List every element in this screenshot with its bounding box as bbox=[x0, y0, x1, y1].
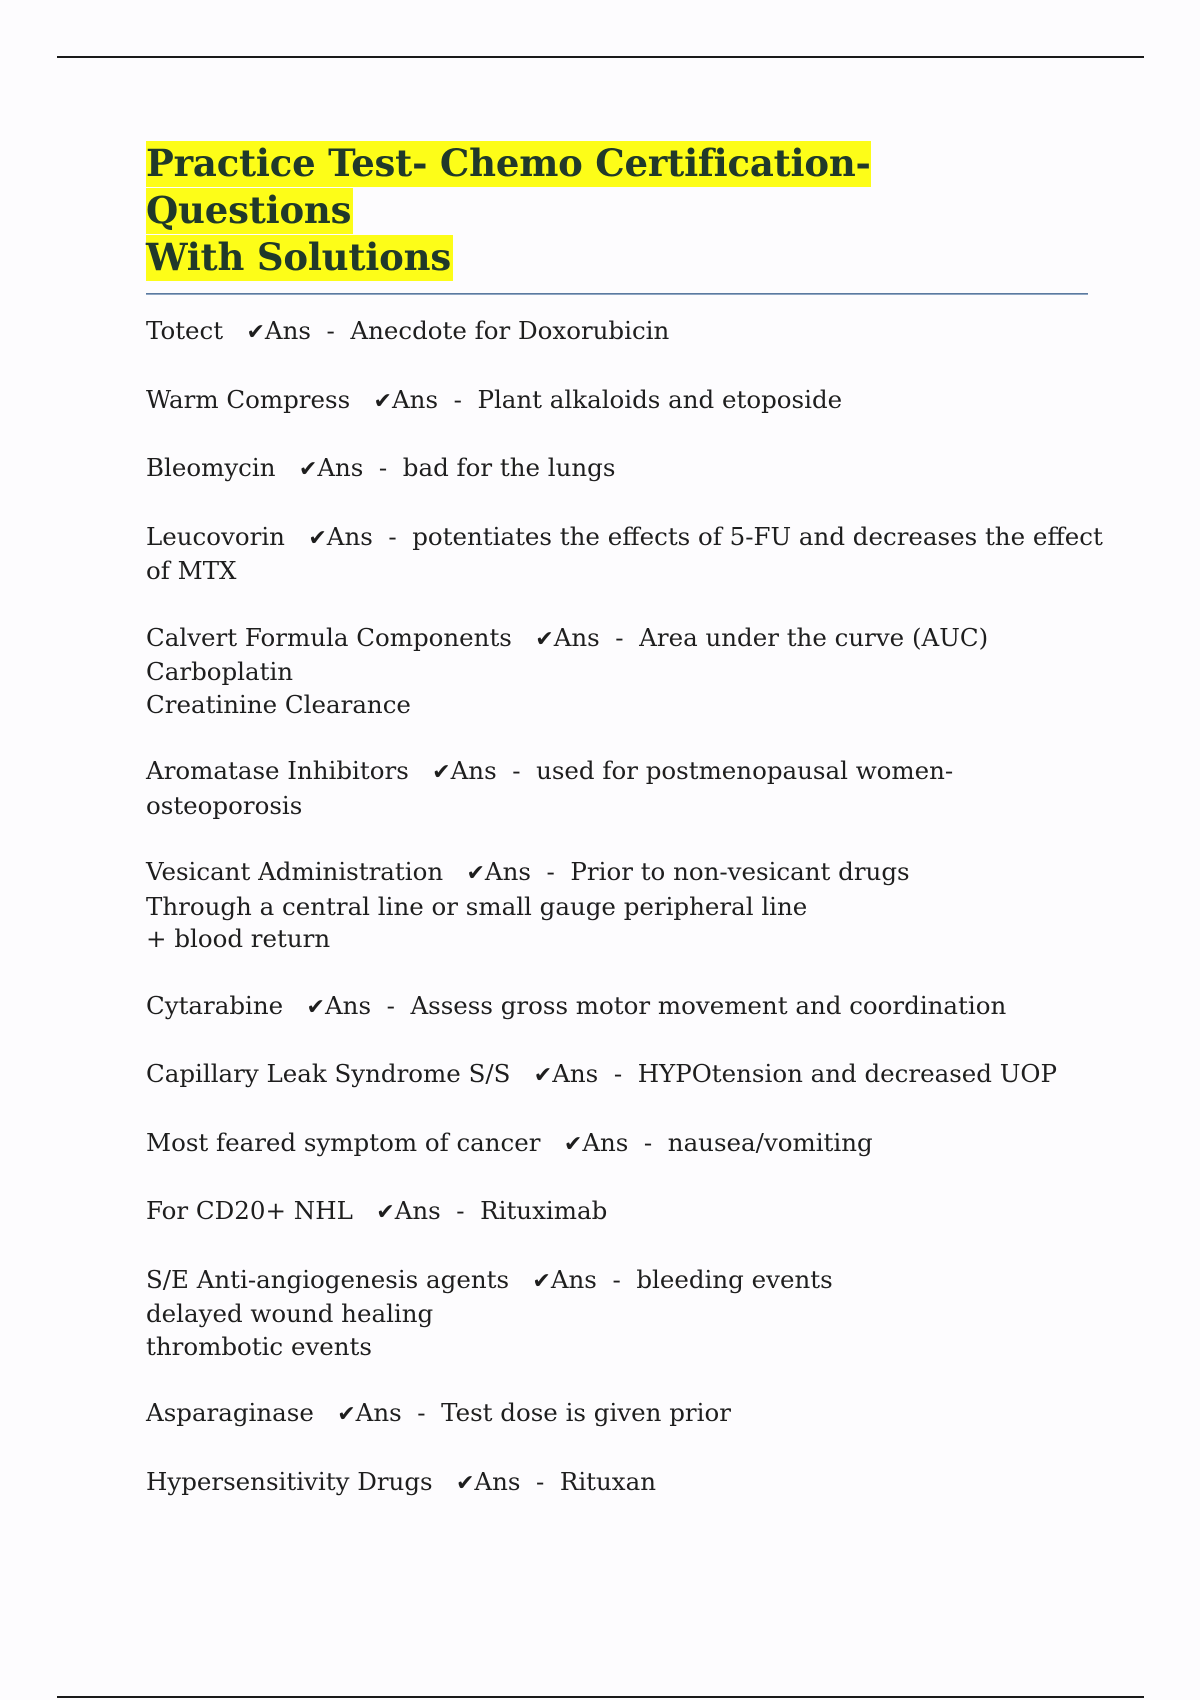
qa-term: Hypersensitivity Drugs bbox=[146, 1466, 433, 1496]
qa-first-line: Hypersensitivity Drugs ✔Ans - Rituxan bbox=[146, 1466, 657, 1496]
checkmark-icon: ✔ bbox=[466, 861, 485, 886]
qa-answer-continued: Creatinine Clearance bbox=[146, 689, 411, 719]
qa-first-line: Vesicant Administration ✔Ans - Prior to non-vesicant drugs bbox=[146, 857, 910, 886]
page-bottom-rule bbox=[57, 1696, 1144, 1698]
ans-label: Ans bbox=[484, 857, 531, 886]
qa-first-line: Cytarabine ✔Ans - Assess gross motor movement and coordination bbox=[146, 990, 1007, 1020]
qa-answer: Test dose is given prior bbox=[441, 1398, 731, 1427]
qa-term: Capillary Leak Syndrome S/S bbox=[146, 1059, 511, 1088]
ans-label: Ans bbox=[582, 1127, 629, 1157]
qa-item bbox=[146, 1058, 1088, 1093]
qa-item bbox=[146, 1127, 1088, 1162]
qa-first-line: Calvert Formula Components ✔Ans - Area under the curve (AUC) bbox=[146, 622, 989, 652]
checkmark-icon: ✔ bbox=[533, 1063, 553, 1088]
qa-first-line: Aromatase Inhibitors ✔Ans - used for postmenopausal women- bbox=[146, 756, 954, 785]
qa-term: Calvert Formula Components bbox=[146, 622, 512, 652]
title-line-2: With Solutions bbox=[146, 235, 451, 279]
qa-first-line: Capillary Leak Syndrome S/S ✔Ans - HYPOtension and decreased UOP bbox=[146, 1059, 1057, 1088]
qa-first-line: Leucovorin ✔Ans - potentiates the effects of 5-FU and decreases the effect bbox=[146, 521, 1103, 551]
ans-label: Ans bbox=[391, 384, 439, 414]
checkmark-icon: ✔ bbox=[455, 1470, 475, 1496]
qa-answer: Assess gross motor movement and coordination bbox=[410, 990, 1007, 1020]
qa-term: Asparaginase bbox=[146, 1398, 314, 1427]
document-body bbox=[146, 140, 1103, 1534]
ans-label: Ans bbox=[317, 453, 364, 482]
qa-item bbox=[146, 1397, 1088, 1432]
checkmark-icon: ✔ bbox=[306, 994, 325, 1020]
qa-term: Leucovorin bbox=[146, 521, 285, 551]
qa-answer-continued: thrombotic events bbox=[146, 1331, 372, 1361]
ans-label: Ans bbox=[474, 1466, 521, 1496]
qa-item bbox=[146, 990, 1088, 1025]
qa-item bbox=[146, 755, 1088, 822]
qa-answer: nausea/vomiting bbox=[667, 1127, 873, 1157]
ans-label: Ans bbox=[550, 1264, 597, 1294]
qa-answer: Area under the curve (AUC) bbox=[639, 622, 989, 652]
qa-first-line: For CD20+ NHL ✔Ans - Rituximab bbox=[146, 1196, 608, 1225]
qa-answer-continued: Through a central line or small gauge peripheral line bbox=[146, 891, 808, 921]
checkmark-icon: ✔ bbox=[535, 626, 554, 652]
checkmark-icon: ✔ bbox=[308, 525, 327, 551]
qa-first-line: Bleomycin ✔Ans - bad for the lungs bbox=[146, 453, 616, 482]
qa-answer: bad for the lungs bbox=[402, 453, 616, 482]
checkmark-icon: ✔ bbox=[337, 1402, 356, 1427]
qa-answer: Rituximab bbox=[480, 1196, 608, 1225]
qa-item bbox=[146, 856, 1088, 956]
qa-answer: used for postmenopausal women- bbox=[536, 756, 954, 785]
ans-label: Ans bbox=[450, 756, 497, 785]
qa-term: Bleomycin bbox=[146, 453, 276, 482]
qa-term: Vesicant Administration bbox=[146, 857, 444, 886]
document-title bbox=[146, 140, 1088, 281]
checkmark-icon: ✔ bbox=[376, 1200, 395, 1225]
qa-item bbox=[146, 1264, 1088, 1364]
qa-item bbox=[146, 622, 1088, 722]
qa-first-line: Totect ✔Ans - Anecdote for Doxorubicin bbox=[146, 316, 670, 345]
qa-answer: Anecdote for Doxorubicin bbox=[350, 316, 670, 345]
qa-answer-continued: + blood return bbox=[146, 924, 331, 953]
checkmark-icon: ✔ bbox=[373, 388, 392, 414]
qa-answer: Rituxan bbox=[559, 1466, 657, 1496]
ans-label: Ans bbox=[264, 316, 311, 345]
qa-answer-continued: of MTX bbox=[146, 556, 237, 585]
qa-item bbox=[146, 1195, 1088, 1230]
checkmark-icon: ✔ bbox=[432, 760, 451, 785]
qa-answer-continued: Carboplatin bbox=[146, 657, 294, 686]
qa-first-line: S/E Anti-angiogenesis agents ✔Ans - bleeding events bbox=[146, 1264, 833, 1294]
qa-first-line: Most feared symptom of cancer ✔Ans - nausea/vomiting bbox=[146, 1127, 873, 1157]
qa-item bbox=[146, 384, 1088, 419]
qa-term: Warm Compress bbox=[146, 384, 351, 414]
qa-answer: bleeding events bbox=[636, 1264, 833, 1294]
qa-item bbox=[146, 521, 1103, 588]
qa-term: Aromatase Inhibitors bbox=[146, 756, 409, 785]
qa-list bbox=[146, 315, 1103, 1500]
qa-term: S/E Anti-angiogenesis agents bbox=[146, 1264, 510, 1294]
qa-answer: Plant alkaloids and etoposide bbox=[477, 384, 843, 414]
qa-term: Most feared symptom of cancer bbox=[146, 1127, 541, 1157]
qa-answer: Prior to non-vesicant drugs bbox=[570, 857, 910, 886]
page-top-rule bbox=[57, 56, 1144, 58]
ans-label: Ans bbox=[553, 622, 600, 652]
checkmark-icon: ✔ bbox=[298, 457, 318, 482]
qa-answer-continued: osteoporosis bbox=[146, 790, 303, 820]
checkmark-icon: ✔ bbox=[563, 1131, 583, 1157]
qa-term: Cytarabine bbox=[146, 990, 284, 1020]
qa-answer-continued: delayed wound healing bbox=[146, 1299, 434, 1328]
qa-item bbox=[146, 315, 1088, 350]
qa-answer: HYPOtension and decreased UOP bbox=[637, 1059, 1057, 1088]
checkmark-icon: ✔ bbox=[532, 1268, 551, 1294]
qa-answer: potentiates the effects of 5-FU and decreases the effect bbox=[412, 521, 1103, 551]
qa-term: Totect bbox=[146, 316, 224, 345]
qa-item bbox=[146, 1466, 1088, 1501]
ans-label: Ans bbox=[552, 1059, 599, 1088]
qa-item bbox=[146, 452, 1088, 487]
checkmark-icon: ✔ bbox=[246, 320, 265, 345]
title-underline bbox=[146, 293, 1088, 295]
ans-label: Ans bbox=[394, 1196, 441, 1225]
title-line-1: Practice Test- Chemo Certification- Questions bbox=[146, 141, 871, 232]
ans-label: Ans bbox=[324, 990, 372, 1020]
ans-label: Ans bbox=[326, 521, 373, 551]
qa-term: For CD20+ NHL bbox=[146, 1196, 353, 1225]
qa-first-line: Warm Compress ✔Ans - Plant alkaloids and etoposide bbox=[146, 384, 843, 414]
qa-first-line: Asparaginase ✔Ans - Test dose is given prior bbox=[146, 1398, 731, 1427]
ans-label: Ans bbox=[355, 1398, 402, 1427]
